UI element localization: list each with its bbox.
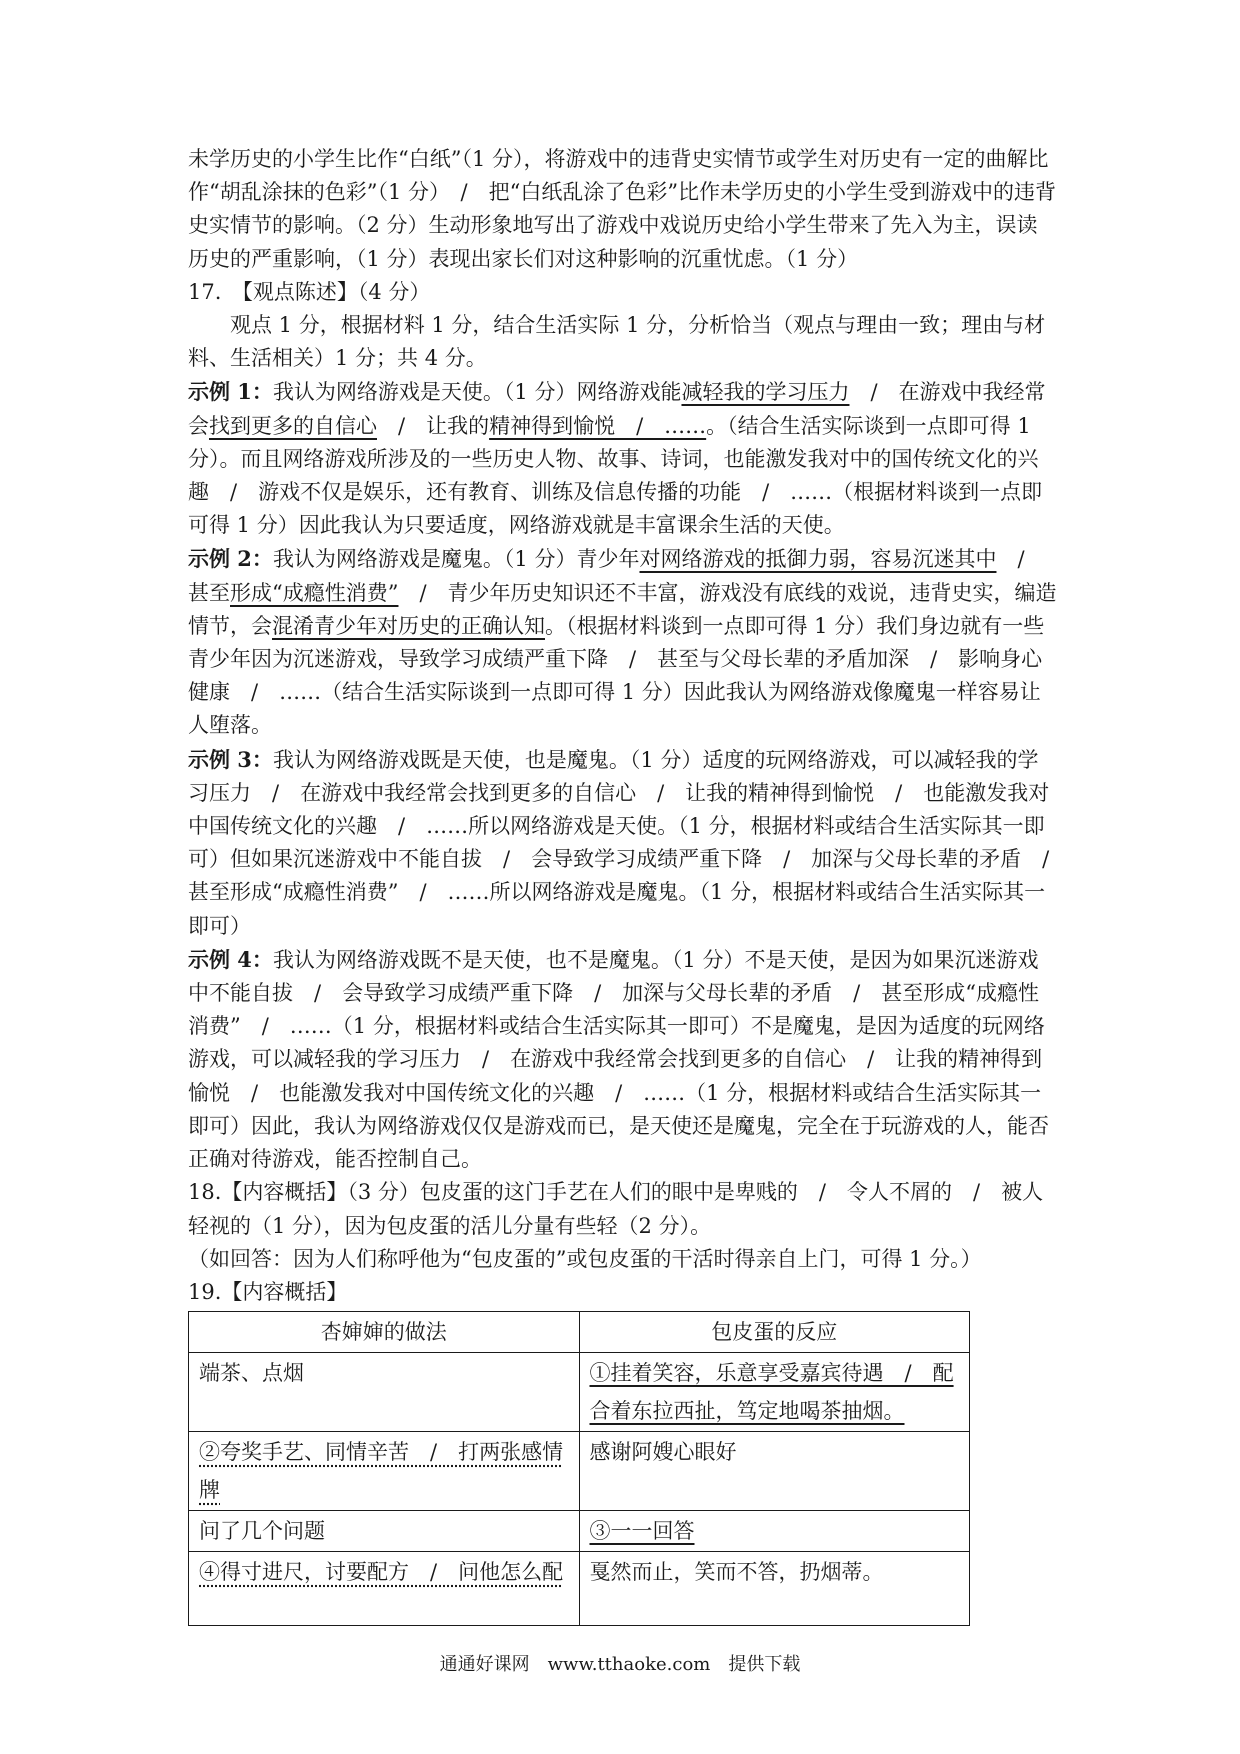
- column-header: 杏婶婶的做法: [189, 1312, 580, 1353]
- q18-answer: 18.【内容概括】（3 分）包皮蛋的这门手艺在人们的眼中是卑贱的 / 令人不屑的 / 被人轻视的（1 分），因为包皮蛋的活儿分量有些轻（2 分）。: [188, 1180, 1044, 1238]
- q18-note: （如回答：因为人们称呼他为“包皮蛋的”或包皮蛋的干活时得亲自上门，可得 1 分。）: [188, 1246, 982, 1271]
- table-cell: 问了几个问题: [189, 1511, 580, 1552]
- answer-key-page: [188, 143, 1071, 1626]
- table-row: [189, 1552, 970, 1626]
- underlined-key-point: 对网络游戏的抵御力弱，容易沉迷其中: [639, 547, 997, 572]
- underlined-key-point: 混淆青少年对历史的正确认知: [272, 613, 545, 638]
- page-footer: 通通好课网 www.tthaoke.com 提供下载: [439, 1654, 801, 1675]
- example-label: 示例 3：: [188, 746, 273, 772]
- q19-answer-table: [188, 1311, 970, 1626]
- table-cell: 感谢阿嫂心眼好: [579, 1432, 970, 1511]
- table-cell: 戛然而止，笑而不答，扔烟蒂。: [579, 1552, 970, 1626]
- table-row: [189, 1511, 970, 1552]
- table-row: [189, 1432, 970, 1511]
- underlined-key-point: 减轻我的学习压力: [681, 380, 850, 405]
- example-label: 示例 1：: [188, 379, 273, 405]
- q17-criteria: 观点 1 分，根据材料 1 分，结合生活实际 1 分，分析恰当（观点与理由一致；理由与材料、生活相关）1 分；共 4 分。: [188, 313, 1046, 371]
- q17-example-2: 示例 2：我认为网络游戏是魔鬼。（1 分）青少年对网络游戏的抵御力弱，容易沉迷其中 / 甚至形成“成瘾性消费” / 青少年历史知识还不丰富，游戏没有底线的戏说，违背史实，编造情节，会混淆青少年对历史的正确认知。（根据材料谈到一点即可得 1 分）我们身边就有一些青少年因为沉迷游戏，导致学习成绩严重下降 / 甚至与父母长辈的矛盾加深 / 影响身心健康 / ……（结合生活实际谈到一点即可得 1 分）因此我认为网络游戏像魔鬼一样容易让人堕落。: [188, 546, 1057, 738]
- column-header: 包皮蛋的反应: [579, 1312, 970, 1353]
- table-row: [189, 1353, 970, 1432]
- example-label: 示例 4：: [188, 946, 273, 972]
- underlined-key-point: 形成“成瘾性消费”: [230, 580, 399, 605]
- table-cell: ③一一回答: [579, 1511, 970, 1552]
- q17-example-4: 示例 4：我认为网络游戏既不是天使，也不是魔鬼。（1 分）不是天使，是因为如果沉迷游戏中不能自拔 / 会导致学习成绩严重下降 / 加深与父母长辈的矛盾 / 甚至形成“成瘾性消费” / ……（1 分，根据材料或结合生活实际其一即可）不是魔鬼，是因为适度的玩网络游戏，可以减轻我的学习压力 / 在游戏中我经常会找到更多的自信心 / 让我的精神得到愉悦 / 也能激发我对中国传统文化的兴趣 / ……（1 分，根据材料或结合生活实际其一即可）因此，我认为网络游戏仅仅是游戏而已，是天使还是魔鬼，完全在于玩游戏的人，能否正确对待游戏，能否控制自己。: [188, 946, 1049, 1172]
- table-cell: ①挂着笑容，乐意享受嘉宾待遇 / 配合着东拉西扯，笃定地喝茶抽烟。: [579, 1353, 970, 1432]
- underlined-key-point: 精神得到愉悦 / ……: [489, 413, 707, 438]
- underlined-key-point: 找到更多的自信心: [209, 413, 377, 438]
- table-cell: 端茶、点烟: [189, 1353, 580, 1432]
- example-label: 示例 2：: [188, 546, 273, 572]
- q17-example-1: 示例 1：我认为网络游戏是天使。（1 分）网络游戏能减轻我的学习压力 / 在游戏中我经常会找到更多的自信心 / 让我的精神得到愉悦 / ……。（结合生活实际谈到一点即可得 1 分）。而且网络游戏所涉及的一些历史人物、故事、诗词，也能激发我对中的国传统文化的兴趣 / 游戏不仅是娱乐，还有教育、训练及信息传播的功能 / ……（根据材料谈到一点即可得 1 分）因此我认为只要适度，网络游戏就是丰富课余生活的天使。: [188, 379, 1046, 538]
- q19-title: 19.【内容概括】: [188, 1279, 348, 1304]
- table-header-row: [189, 1312, 970, 1353]
- q17-example-3: 示例 3：我认为网络游戏既是天使，也是魔鬼。（1 分）适度的玩网络游戏，可以减轻我的学习压力 / 在游戏中我经常会找到更多的自信心 / 让我的精神得到愉悦 / 也能激发我对中国传统文化的兴趣 / ……所以网络游戏是天使。（1 分，根据材料或结合生活实际其一即可）但如果沉迷游戏中不能自拔 / 会导致学习成绩严重下降 / 加深与父母长辈的矛盾 / 甚至形成“成瘾性消费” / ……所以网络游戏是魔鬼。（1 分，根据材料或结合生活实际其一即可）: [188, 746, 1071, 938]
- table-cell: ②夸奖手艺、同情辛苦 / 打两张感情牌: [189, 1432, 580, 1511]
- q17-title: 17. 【观点陈述】（4 分）: [188, 279, 431, 304]
- q16-answer-tail: 未学历史的小学生比作“白纸”（1 分），将游戏中的违背史实情节或学生对历史有一定的曲解比作“胡乱涂抹的色彩”（1 分） / 把“白纸乱涂了色彩”比作未学历史的小学生受到游戏中的违背史实情节的影响。（2 分）生动形象地写出了游戏中戏说历史给小学生带来了先入为主，误读历史的严重影响，（1 分）表现出家长们对这种影响的沉重忧虑。（1 分）: [188, 147, 1057, 271]
- table-cell: ④得寸进尺，讨要配方 / 问他怎么配: [189, 1552, 580, 1626]
